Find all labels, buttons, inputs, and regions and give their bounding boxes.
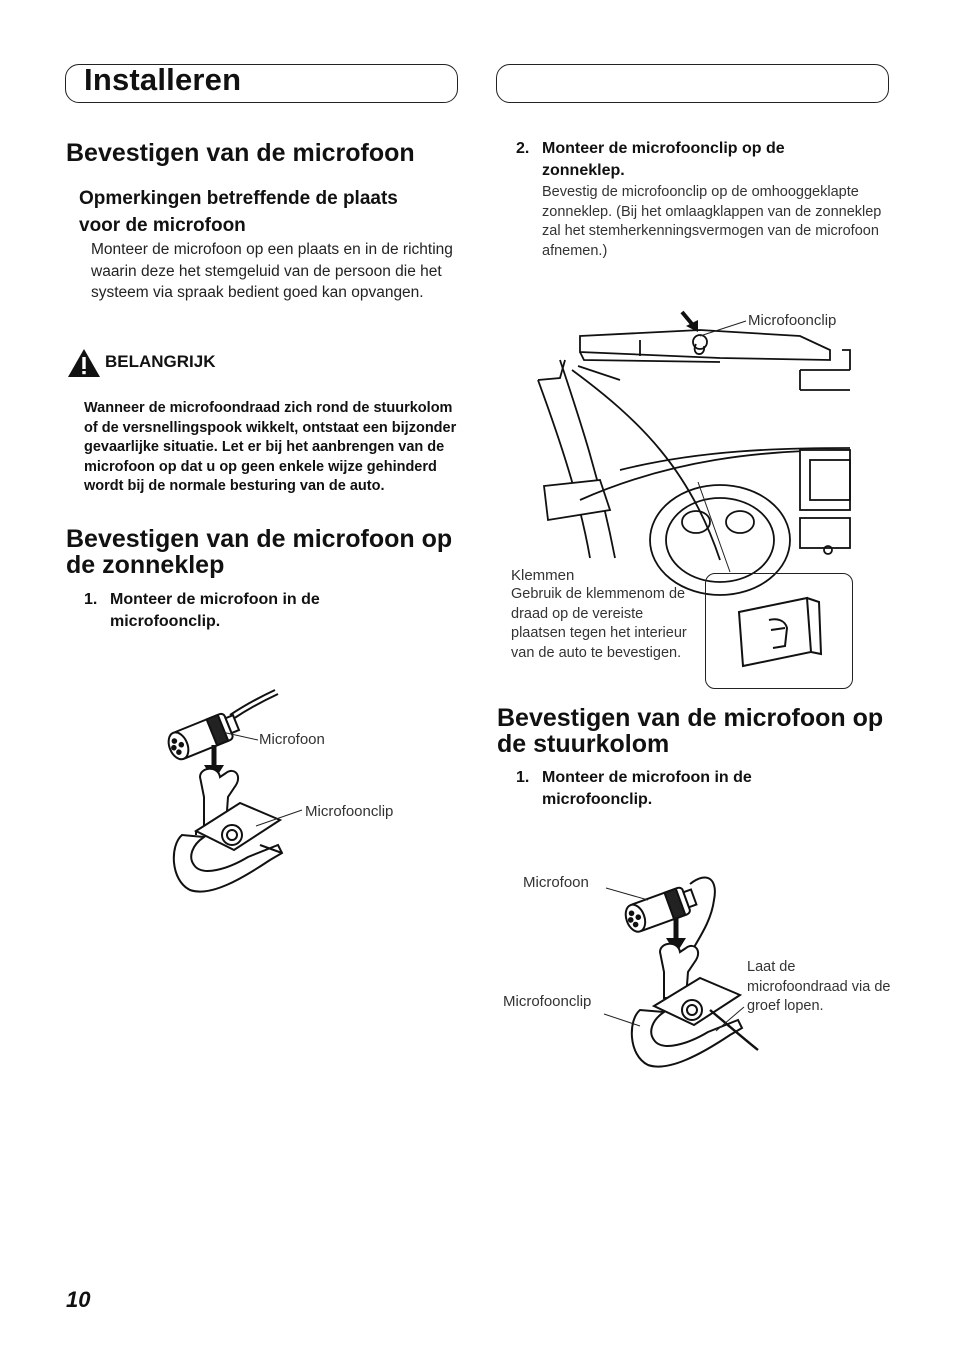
placement-body: Monteer de microfoon op een plaats en in de richting waarin deze het stemgeluid van de persoon die het systeem via spraak bedient goed kan opvangen. (91, 241, 453, 301)
clamp-icon (733, 590, 833, 670)
clamp-callout-line (690, 480, 750, 570)
fig3-label-clip: Microfoonclip (503, 993, 592, 1010)
page-number: 10 (66, 1287, 91, 1312)
important-label: BELANGRIJK (105, 352, 216, 371)
step-text: Monteer de microfoon in de microfoonclip. (110, 591, 320, 630)
leader-line-clip-1 (256, 808, 306, 828)
fig2-label-clamps-body: Gebruik de klemmenom de draad op de vereiste plaatsen tegen het interieur van de auto te bevestigen. (511, 586, 687, 661)
step-2-sunvisor (516, 138, 876, 184)
step-number: 2. (516, 140, 530, 157)
empty-tab (496, 64, 889, 103)
important-text: Wanneer de microfoondraad zich rond de stuurkolom of de versnellingspook wikkelt, ontstaat een bijzonder gevaarlijke situatie. Let er bij het aanbrengen van de microfoon op dat u op geen enkele wijze gehinderd wordt bij de normale besturing van de auto. (84, 400, 457, 494)
step-1-sunvisor (84, 589, 444, 635)
fig1-label-microphone: Microfoon (259, 731, 325, 748)
section-title-sunvisor: Bevestigen van de microfoon op de zonneklep (66, 525, 453, 579)
fig3-label-microphone: Microfoon (523, 874, 589, 891)
subsection-title-placement: Opmerkingen betreffende de plaats voor de microfoon (79, 188, 398, 236)
chapter-title: Installeren (84, 62, 242, 97)
leader-line-clip-3 (604, 1012, 644, 1032)
leader-line-mic-3 (606, 886, 656, 906)
step-1-steering-column (516, 767, 876, 813)
microphone-clip-figure-1 (160, 685, 310, 905)
fig2-label-clamps-title: Klemmen (511, 567, 575, 584)
section-title-microphone: Bevestigen van de microfoon (66, 139, 415, 167)
fig1-label-clip: Microfoonclip (305, 803, 394, 820)
section-title-steering-column: Bevestigen van de microfoon op de stuurkolom (497, 704, 884, 758)
step-number: 1. (84, 591, 98, 608)
warning-icon (67, 348, 101, 378)
step-2-body: Bevestig de microfoonclip op de omhooggeklapte zonneklep. (Bij het omlaagklappen van de zonneklep zal het stemherkenningsvermogen van de microfoon afnemen.) (542, 184, 882, 259)
step-number: 1. (516, 769, 530, 786)
step-text: Monteer de microfoon in de microfoonclip. (542, 769, 752, 808)
step-title: Monteer de microfoonclip op de zonneklep. (542, 140, 785, 179)
leader-line-groove (710, 1005, 750, 1035)
leader-line-mic-1 (222, 730, 262, 742)
fig3-label-groove: Laat de microfoondraad via de groef lopen. (747, 959, 891, 1014)
fig2-label-clip: Microfoonclip (748, 312, 837, 329)
